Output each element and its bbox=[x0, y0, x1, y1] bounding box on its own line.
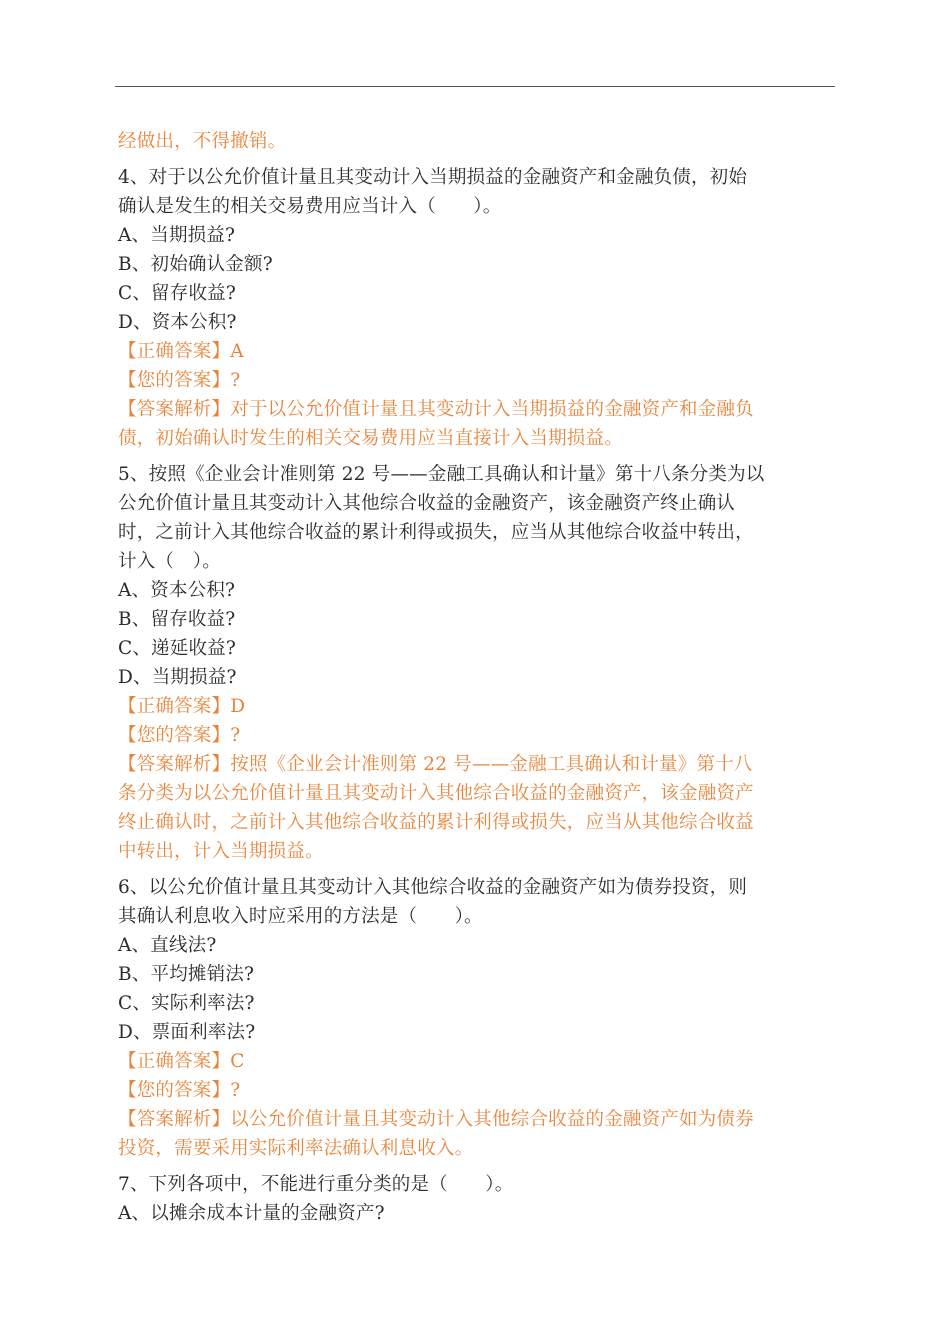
correct-answer: 【正确答案】C bbox=[118, 1051, 245, 1072]
question-stem-line: 计入（ ）。 bbox=[118, 551, 221, 572]
your-answer: 【您的答案】? bbox=[118, 1080, 241, 1101]
your-answer: 【您的答案】? bbox=[118, 370, 241, 391]
option-d: D、票面利率法? bbox=[118, 1022, 256, 1043]
question-stem-line: 7、下列各项中，不能进行重分类的是（ ）。 bbox=[118, 1174, 514, 1195]
option-a: A、资本公积? bbox=[118, 580, 236, 601]
question-stem-line: 6、以公允价值计量且其变动计入其他综合收益的金融资产如为债券投资，则 bbox=[118, 877, 748, 898]
previous-analysis-continuation: 经做出，不得撤销。 bbox=[118, 131, 287, 152]
answer-analysis-line: 条分类为以公允价值计量且其变动计入其他综合收益的金融资产，该金融资产 bbox=[118, 783, 754, 804]
answer-analysis-line: 债，初始确认时发生的相关交易费用应当直接计入当期损益。 bbox=[118, 428, 623, 449]
question-content bbox=[118, 127, 824, 1228]
question-6 bbox=[118, 873, 824, 1163]
answer-analysis-line: 终止确认时，之前计入其他综合收益的累计利得或损失，应当从其他综合收益 bbox=[118, 812, 754, 833]
option-a: A、当期损益? bbox=[118, 225, 236, 246]
option-b: B、初始确认金额? bbox=[118, 254, 273, 275]
question-stem-line: 时，之前计入其他综合收益的累计利得或损失，应当从其他综合收益中转出， bbox=[118, 522, 754, 543]
question-stem-line: 确认是发生的相关交易费用应当计入（ ）。 bbox=[118, 196, 502, 217]
header-rule bbox=[115, 86, 835, 87]
option-a: A、以摊余成本计量的金融资产? bbox=[118, 1203, 385, 1224]
option-c: C、递延收益? bbox=[118, 638, 236, 659]
answer-analysis-line: 【答案解析】以公允价值计量且其变动计入其他综合收益的金融资产如为债券 bbox=[118, 1109, 754, 1130]
option-c: C、留存收益? bbox=[118, 283, 236, 304]
correct-answer: 【正确答案】D bbox=[118, 696, 246, 717]
answer-analysis-line: 投资，需要采用实际利率法确认利息收入。 bbox=[118, 1138, 474, 1159]
question-7 bbox=[118, 1170, 824, 1228]
option-b: B、留存收益? bbox=[118, 609, 236, 630]
question-stem-line: 5、按照《企业会计准则第 22 号——金融工具确认和计量》第十八条分类为以 bbox=[118, 464, 765, 485]
option-d: D、资本公积? bbox=[118, 312, 237, 333]
question-4 bbox=[118, 163, 824, 453]
question-stem-line: 公允价值计量且其变动计入其他综合收益的金融资产，该金融资产终止确认 bbox=[118, 493, 736, 514]
question-stem-line: 4、对于以公允价值计量且其变动计入当期损益的金融资产和金融负债，初始 bbox=[118, 167, 748, 188]
answer-analysis-line: 【答案解析】对于以公允价值计量且其变动计入当期损益的金融资产和金融负 bbox=[118, 399, 754, 420]
question-stem-line: 其确认利息收入时应采用的方法是（ ）。 bbox=[118, 906, 483, 927]
answer-analysis-line: 【答案解析】按照《企业会计准则第 22 号——金融工具确认和计量》第十八 bbox=[118, 754, 753, 775]
option-b: B、平均摊销法? bbox=[118, 964, 255, 985]
question-5 bbox=[118, 460, 824, 866]
option-d: D、当期损益? bbox=[118, 667, 237, 688]
correct-answer: 【正确答案】A bbox=[118, 341, 244, 362]
option-a: A、直线法? bbox=[118, 935, 217, 956]
answer-analysis-line: 中转出，计入当期损益。 bbox=[118, 841, 324, 862]
option-c: C、实际利率法? bbox=[118, 993, 255, 1014]
your-answer: 【您的答案】? bbox=[118, 725, 241, 746]
